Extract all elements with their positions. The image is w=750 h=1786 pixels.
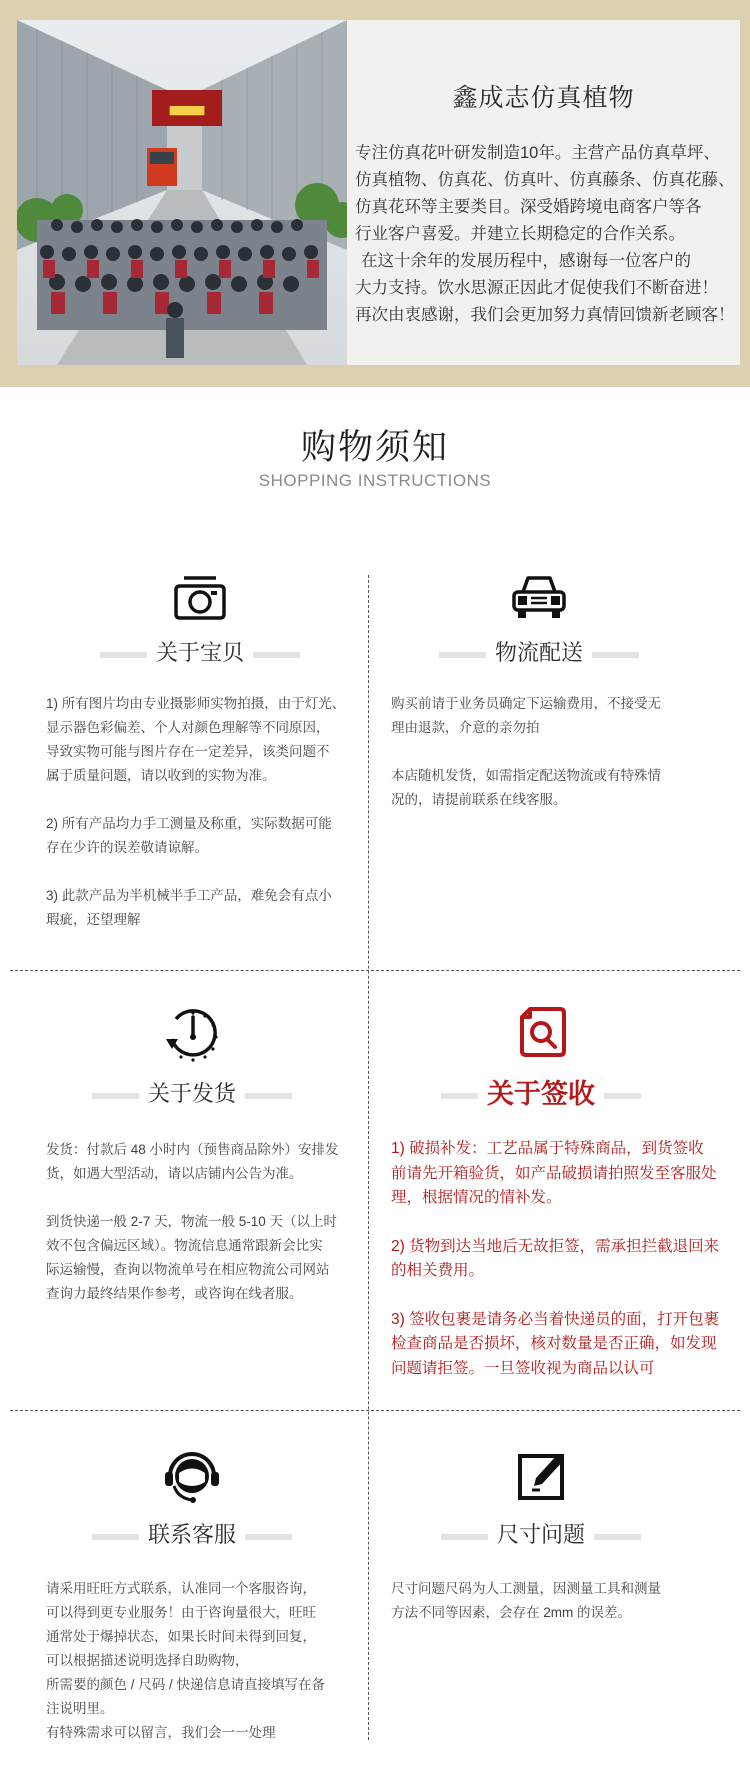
body-line: 货，如遇大型活动，请以店铺内公告为准。 (46, 1166, 303, 1181)
company-banner (0, 0, 750, 387)
section-heading (439, 636, 639, 672)
section-heading (92, 1077, 292, 1113)
body-line: 到货快递一般 2-7 天，物流一般 5-10 天（以上时 (46, 1214, 338, 1229)
intro-line: 行业客户喜爱。并建立长期稳定的合作关系。 (355, 225, 685, 243)
body-line: 问题请拒签。一旦签收视为商品以认可 (391, 1359, 655, 1377)
section-heading (441, 1518, 641, 1554)
company-intro-panel (347, 20, 740, 365)
heading-size-issue: 尺寸问题 (488, 1518, 594, 1549)
body-line: 方法不同等因素，会存在 2mm 的误差。 (391, 1605, 632, 1620)
heading-shipping: 关于发货 (139, 1077, 245, 1108)
body-line: 通常处于爆掉状态，如果长时间未得到回复， (46, 1629, 316, 1644)
heading-about-product: 关于宝贝 (147, 636, 253, 667)
clock-icon (162, 1003, 222, 1063)
body-line: 显示器色彩偏差、个人对颜色理解等不同原因， (46, 720, 330, 735)
section-body-receipt (391, 1137, 719, 1381)
heading-logistics: 物流配送 (486, 636, 592, 667)
column-divider (368, 575, 369, 1740)
section-body-customer-service (46, 1577, 325, 1745)
page-title: 购物须知 (300, 428, 449, 467)
car-icon (509, 568, 569, 628)
section-heading (92, 1518, 292, 1554)
body-line: 的相关费用。 (391, 1262, 485, 1279)
body-line: 所需要的颜色 / 尺码 / 快递信息请直接填写在备 (46, 1677, 326, 1692)
body-line: 瑕疵，还望理解 (46, 912, 141, 927)
page-subtitle: SHOPPING INSTRUCTIONS (258, 471, 492, 490)
body-line: 理由退款，介意的亲勿拍 (391, 720, 540, 735)
body-line: 查询力最终结果作参考，或咨询在线者服。 (46, 1286, 303, 1301)
body-line: 前请先开箱验货，如产品破损请拍照发至客服处 (391, 1164, 717, 1182)
body-line: 2) 货物到达当地后无故拒签，需承担拦截退回来 (391, 1237, 720, 1255)
body-line: 可以得到更专业服务！由于咨询量很大，旺旺 (46, 1605, 316, 1620)
inspect-package-icon (512, 1003, 572, 1063)
body-line: 2) 所有产品均力手工测量及称重，实际数据可能 (46, 816, 332, 831)
row-divider (10, 1410, 740, 1411)
intro-line: 再次由衷感谢，我们会更加努力真情回馈新老顾客！ (355, 306, 735, 324)
body-line: 购买前请于业务员确定下运输费用，不接受无 (391, 696, 661, 711)
headset-icon (162, 1446, 222, 1506)
edit-icon (512, 1446, 572, 1506)
section-body-shipping (46, 1138, 339, 1306)
body-line: 理，根据情况的情补发。 (391, 1189, 562, 1206)
body-line: 1) 所有图片均由专业摄影师实物拍摄，由于灯光、 (46, 696, 346, 711)
body-line: 况的，请提前联系在线客服。 (391, 792, 567, 807)
body-line: 3) 签收包裹是请务必当着快递员的面，打开包裹 (391, 1310, 720, 1328)
body-line: 属于质量问题，请以收到的实物为准。 (46, 768, 276, 783)
photo-sign-text: ▇▇▇▇▇ (169, 106, 205, 116)
section-heading (441, 1077, 641, 1113)
heading-customer-service: 联系客服 (139, 1518, 245, 1549)
body-line: 可以根据描述说明选择自助购物， (46, 1653, 249, 1668)
intro-line: 仿真花环等主要类目。深受婚跨境电商客户等各 (355, 198, 702, 216)
section-body-size-issue (391, 1577, 661, 1625)
company-name: 鑫成志仿真植物 (452, 84, 635, 112)
heading-receipt: 关于签收 (478, 1072, 604, 1111)
body-line: 3) 此款产品为半机械半手工产品，难免会有点小 (46, 888, 332, 903)
body-line: 本店随机发货，如需指定配送物流或有特殊情 (391, 768, 661, 783)
row-divider (10, 970, 740, 971)
body-line: 注说明里。 (46, 1701, 114, 1716)
intro-line: 仿真植物、仿真花、仿真叶、仿真藤条、仿真花藤、 (355, 171, 735, 189)
body-line: 检查商品是否损坏，核对数量是否正确，如发现 (391, 1335, 717, 1352)
body-line: 发货：付款后 48 小时内（预售商品除外）安排发 (46, 1142, 339, 1157)
body-line: 导致实物可能与图片存在一定差异，该类问题不 (46, 744, 330, 759)
factory-team-illustration (17, 20, 347, 365)
body-line: 存在少许的误差敬请谅解。 (46, 840, 208, 855)
company-intro (355, 140, 741, 329)
body-line: 际运输慢，查询以物流单号在相应物流公司网站 (46, 1262, 330, 1277)
intro-line: 大力支持。饮水思源正因此才促使我们不断奋进！ (355, 279, 718, 297)
factory-team-photo (17, 20, 347, 365)
body-line: 尺寸问题尺码为人工测量，因测量工具和测量 (391, 1581, 661, 1596)
section-body-about-product (46, 692, 345, 932)
intro-line: 专注仿真花叶研发制造10年。主营产品仿真草坪、 (355, 144, 720, 162)
intro-line: 在这十余年的发展历程中，感谢每一位客户的 (361, 252, 691, 270)
section-heading (100, 636, 300, 672)
camera-icon (170, 568, 230, 628)
body-line: 1) 破损补发：工艺品属于特殊商品，到货签收 (391, 1140, 704, 1157)
body-line: 效不包含偏远区域）。物流信息通常跟新会比实 (46, 1238, 323, 1253)
section-body-logistics (391, 692, 661, 812)
body-line: 有特殊需求可以留言，我们会一一处理 (46, 1725, 276, 1740)
body-line: 请采用旺旺方式联系，认准同一个客服咨询， (46, 1581, 316, 1596)
